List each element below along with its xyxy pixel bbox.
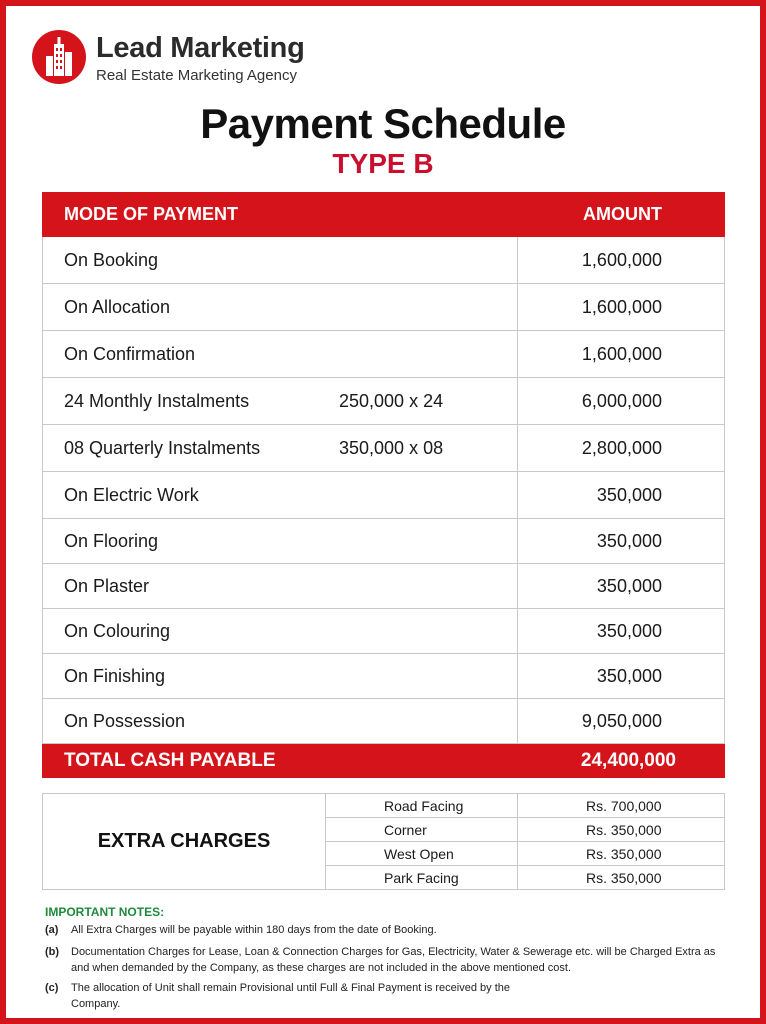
row-amount: 350,000 (518, 654, 725, 699)
extra-charge-value: Rs. 350,000 (518, 842, 725, 866)
row-mode: On Booking (64, 249, 159, 270)
row-mode: On Allocation (64, 296, 171, 317)
note-tag: (a) (45, 924, 59, 936)
extra-charge-name: Road Facing (326, 794, 518, 818)
extra-charge-row (43, 794, 725, 818)
row-amount: 2,800,000 (518, 425, 725, 472)
row-mode-cell (43, 519, 518, 564)
row-mode: On Flooring (64, 530, 159, 551)
note-text: All Extra Charges will be payable within 180 days from the date of Booking. (71, 924, 437, 936)
note-tag: (c) (45, 982, 59, 994)
extra-charge-value: Rs. 700,000 (518, 794, 725, 818)
row-calc: 250,000 x 24 (339, 390, 444, 411)
row-mode-cell (43, 237, 518, 284)
table-row (43, 564, 725, 609)
amount-column-header: AMOUNT (518, 193, 725, 237)
row-mode: On Possession (64, 710, 186, 731)
table-row (43, 654, 725, 699)
extra-charge-name: Park Facing (326, 866, 518, 890)
extra-charge-name: West Open (326, 842, 518, 866)
table-row (43, 284, 725, 331)
extra-charge-value: Rs. 350,000 (518, 866, 725, 890)
payment-schedule-table (42, 192, 725, 778)
row-mode-cell (43, 425, 518, 472)
page-title: Payment Schedule (200, 100, 566, 147)
brand-name: Lead Marketing (96, 32, 305, 64)
table-row (43, 378, 725, 425)
row-amount: 350,000 (518, 564, 725, 609)
row-mode-cell (43, 699, 518, 744)
row-mode: On Plaster (64, 575, 150, 596)
extra-charge-name: Corner (326, 818, 518, 842)
total-amount: 24,400,000 (518, 744, 725, 778)
row-amount: 350,000 (518, 609, 725, 654)
row-amount: 1,600,000 (518, 284, 725, 331)
row-mode: On Confirmation (64, 343, 196, 364)
total-row (43, 744, 725, 778)
row-mode: On Colouring (64, 620, 171, 641)
row-mode-cell (43, 331, 518, 378)
row-amount: 350,000 (518, 472, 725, 519)
table-row (43, 237, 725, 284)
row-mode-cell (43, 609, 518, 654)
row-mode-cell (43, 284, 518, 331)
table-row (43, 609, 725, 654)
table-row (43, 699, 725, 744)
mode-column-header: MODE OF PAYMENT (43, 193, 518, 237)
extra-charges-table (42, 793, 725, 890)
notes-title: IMPORTANT NOTES: (45, 905, 165, 919)
note-text: The allocation of Unit shall remain Provisional until Full & Final Payment is received by the Company. (71, 982, 510, 1010)
note-tag: (b) (45, 946, 60, 958)
row-amount: 350,000 (518, 519, 725, 564)
row-mode-cell (43, 472, 518, 519)
table-row (43, 519, 725, 564)
row-calc: 350,000 x 08 (339, 437, 444, 458)
table-row (43, 331, 725, 378)
total-label: TOTAL CASH PAYABLE (43, 744, 518, 778)
row-mode-cell (43, 564, 518, 609)
brand-tagline: Real Estate Marketing Agency (96, 67, 297, 84)
page-subtitle: TYPE B (332, 148, 434, 179)
extra-charges-label: EXTRA CHARGES (43, 794, 326, 890)
row-mode: 08 Quarterly Instalments (64, 437, 261, 458)
row-mode: On Electric Work (64, 484, 199, 505)
row-mode: 24 Monthly Instalments (64, 390, 250, 411)
row-amount: 1,600,000 (518, 331, 725, 378)
note-text: Documentation Charges for Lease, Loan & Connection Charges for Gas, Electricity, Water & Sewerage etc. will be Charged Extra as and when demanded by the Company, as these charges are not included in the above mentioned cost. (71, 946, 716, 974)
row-mode-cell (43, 378, 518, 425)
row-mode-cell (43, 654, 518, 699)
table-row (43, 472, 725, 519)
table-header-row (43, 193, 725, 237)
table-row (43, 425, 725, 472)
building-icon (32, 30, 86, 84)
row-mode: On Finishing (64, 665, 166, 686)
extra-charge-value: Rs. 350,000 (518, 818, 725, 842)
row-amount: 1,600,000 (518, 237, 725, 284)
row-amount: 9,050,000 (518, 699, 725, 744)
row-amount: 6,000,000 (518, 378, 725, 425)
